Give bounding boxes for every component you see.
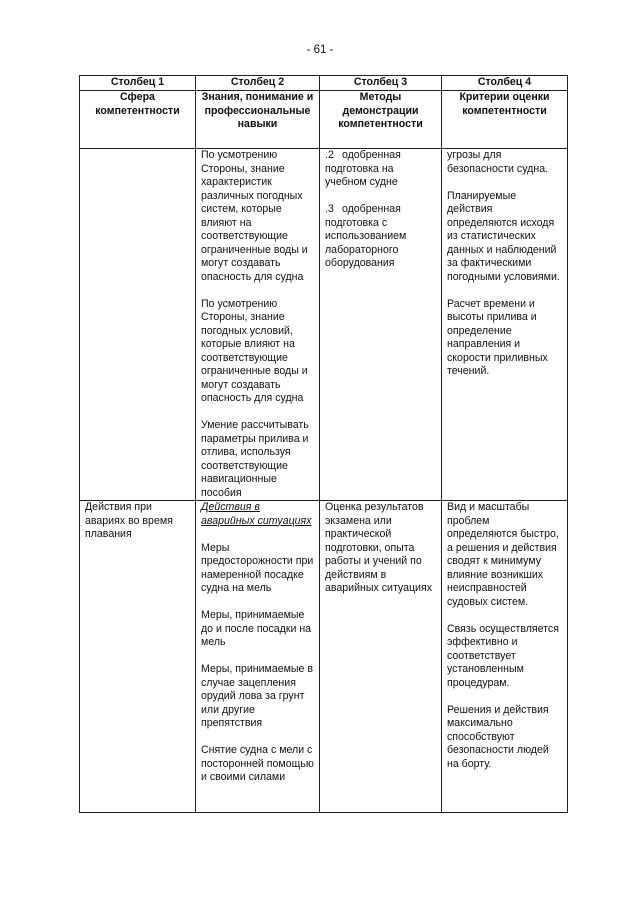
criteria-paragraph: Вид и масштабы проблем определяются быстро, а решения и действия сводят к минимуму влияние возникших неисправностей судовых систем.	[447, 501, 559, 608]
column-title-3: Методы демонстрации компетентности	[320, 91, 442, 149]
page-number: - 61 -	[306, 44, 334, 56]
method-item-text: одобренная подготовка с использованием лабораторного оборудования	[325, 203, 407, 269]
method-paragraph: Оценка результатов экзамена или практической подготовки, опыта работы и учений по действиям в аварийных ситуациях	[325, 501, 432, 594]
cell-knowledge	[196, 149, 320, 501]
method-item	[325, 149, 436, 190]
method-item-number: .3	[325, 203, 334, 215]
cell-criteria	[442, 149, 568, 501]
criteria-paragraph: Расчет времени и высоты прилива и определение направления и скорости приливных течений.	[447, 297, 548, 377]
column-title-row	[80, 91, 568, 149]
column-title-4: Критерии оценки компетентности	[442, 91, 568, 149]
criteria-paragraph: Связь осуществляется эффективно и соответствует установленным процедурам.	[447, 622, 559, 689]
method-item	[325, 203, 436, 271]
knowledge-heading: Действия в аварийных ситуациях	[201, 501, 312, 527]
competence-table	[79, 75, 568, 813]
cell-methods	[320, 149, 442, 501]
cell-competence: Действия при авариях во время плавания	[80, 501, 196, 813]
knowledge-paragraph: Умение рассчитывать параметры прилива и отлива, используя соответствующие навигационные пособия	[201, 419, 309, 499]
column-title-1: Сфера компетентности	[80, 91, 196, 149]
knowledge-paragraph: Меры, принимаемые до и после посадки на мель	[201, 609, 312, 648]
table-row	[80, 501, 568, 813]
method-item-number: .2	[325, 149, 334, 161]
cell-competence	[80, 149, 196, 501]
knowledge-paragraph: По усмотрению Стороны, знание характеристик различных погодных систем, которые влияют на соответствующие ограниченные воды и могут создавать опасность для судна	[201, 149, 308, 283]
column-number-1: Столбец 1	[80, 76, 196, 91]
cell-criteria	[442, 501, 568, 813]
column-number-4: Столбец 4	[442, 76, 568, 91]
cell-knowledge	[196, 501, 320, 813]
criteria-paragraph: Решения и действия максимально способствуют безопасности людей на борту.	[447, 703, 549, 770]
knowledge-paragraph: Меры, принимаемые в случае зацепления орудий лова за грунт или другие препятствия	[201, 663, 313, 729]
criteria-paragraph: Планируемые действия определяются исходя из статистических данных и наблюдений за фактическими погодными условиями.	[447, 189, 560, 283]
column-title-2: Знания, понимание и профессиональные навыки	[196, 91, 320, 149]
method-item-text: одобренная подготовка на учебном судне	[325, 149, 401, 188]
column-number-2: Столбец 2	[196, 76, 320, 91]
knowledge-paragraph: По усмотрению Стороны, знание погодных условий, которые влияют на соответствующие ограниченные воды и могут создавать опасность для судна	[201, 297, 308, 404]
column-number-row	[80, 76, 568, 91]
cell-methods	[320, 501, 442, 813]
knowledge-paragraph: Меры предосторожности при намеренной посадке судна на мель	[201, 541, 314, 594]
column-number-3: Столбец 3	[320, 76, 442, 91]
criteria-paragraph: угрозы для безопасности судна.	[447, 149, 549, 175]
knowledge-paragraph: Снятие судна с мели с посторонней помощью и своими силами	[201, 744, 314, 783]
table-row	[80, 149, 568, 501]
